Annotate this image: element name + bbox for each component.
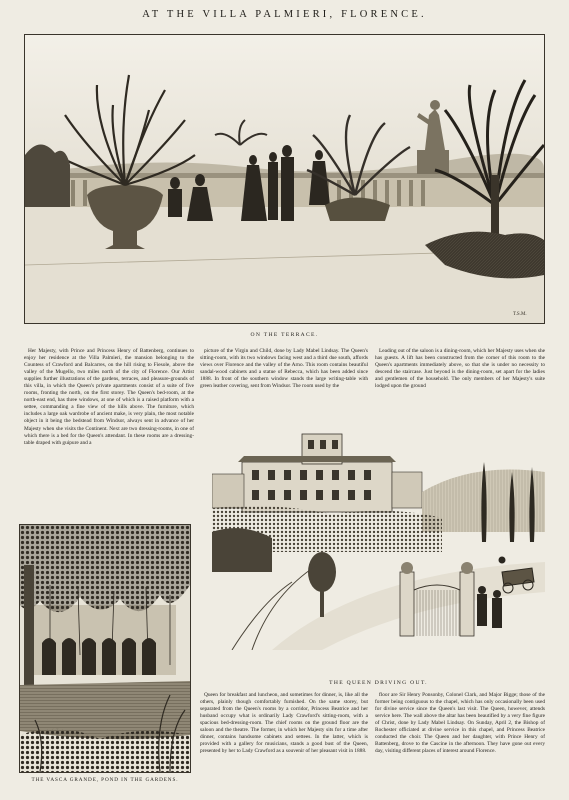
caption-on-the-terrace: ON THE TERRACE. xyxy=(250,332,319,338)
caption-queen-driving-out: THE QUEEN DRIVING OUT. xyxy=(329,680,428,686)
article-column-3-top: Leading out of the saloon is a dining-room, which her Majesty uses when she has guests. A lift has been constructed from the corner of this room to the Queen's apartments immediately above, so that she is under no necessity to descend the staircase. Just beyond is the dining-room, set apart for the ladies and gentlemen of the household. The only members of her Majesty's suite lodged upon the ground xyxy=(375,348,545,390)
page-title: AT THE VILLA PALMIERI, FLORENCE. xyxy=(142,9,427,20)
article-column-2-top: picture of the Virgin and Child, done by Lady Mabel Lindsay. The Queen's sitting-room, with its two windows facing west and a third due south, affords views over Florence and the valley of the Arno. This room contains beautiful sandal-wood cabinets and a statue of Rebecca, which has been added since 1888. In front of the southern window stands the large writing-table with green leather covering, sent from Windsor. The room used by the xyxy=(200,348,368,390)
article-column-2-bottom: Queen for breakfast and luncheon, and sometimes for dinner, is, like all the others, plainly though comfortably furnished. On the same storey, but separated from the Queen's rooms by a corridor, Princess Beatrice and her husband occupy what is ordinarily Lady Crawford's sitting-room, with a spacious bed-dressing-room. The chief rooms on the ground floor are the saloon and the theatre. The former, in which her Majesty sits for a time after dinner, contains handsome cabinets and settees. In the latter, which is provided with a gallery for musicians, stands a good bust of the Queen, presented by her to Lady Crawford as a souvenir of her pleasant visit in 1888. xyxy=(200,692,368,755)
vasca-grande-illustration xyxy=(19,524,191,773)
article-column-1: Her Majesty, with Prince and Princess Henry of Battenberg, continues to enjoy her residence at the Villa Palmieri, the mansion belonging to the Countess of Crawford and Balcarres, on the hill rising to Fiesole, above the valley of the Mugello, two miles north of the city of Florence. Our Artist supplies further illustrations of the gardens, terraces, and pleasure-grounds of this villa, in which the Queen's private apartments consist of a suite of five rooms, fronting the north, on the first storey. The Queen's bed-room, at the north-east end, has three windows, at one of which is a raised platform with a settee, commanding a fine view of the hills above. The furniture, which includes a large oak wardrobe of ancient make, is very plain, the most notable object in it being the bedstead from Windsor, always sent in advance of her Majesty when she visits the Continent. Next are two dressing-rooms, in one of which there is a bed for the Queen's attendant. In these rooms are a dressing-table draped with guipure and a xyxy=(24,348,194,446)
artist-signature: T.S.M. xyxy=(513,312,527,317)
terrace-illustration xyxy=(24,34,545,324)
caption-vasca-grande: THE VASCA GRANDE, POND IN THE GARDENS. xyxy=(31,777,179,783)
queen-driving-out-illustration xyxy=(212,422,545,650)
article-column-3-bottom: floor are Sir Henry Ponsonby, Colonel Clark, and Major Bigge; those of the former being contiguous to the chapel, which has only occasionally been used for divine service since the Queen's last visit. The Queen, however, attends service here. The wall above the altar has been beautified by a very fine figure of Christ, done by Lady Mabel Lindsay. On Sunday, April 2, the Bishop of Rochester officiated at divine service in this chapel, and Princess Beatrice conducted the choir. The Queen and her daughter, with Prince Henry of Battenberg, drove to the Cascine in the afternoon. They have gone out every day, visiting different places of interest around Florence. xyxy=(375,692,545,755)
